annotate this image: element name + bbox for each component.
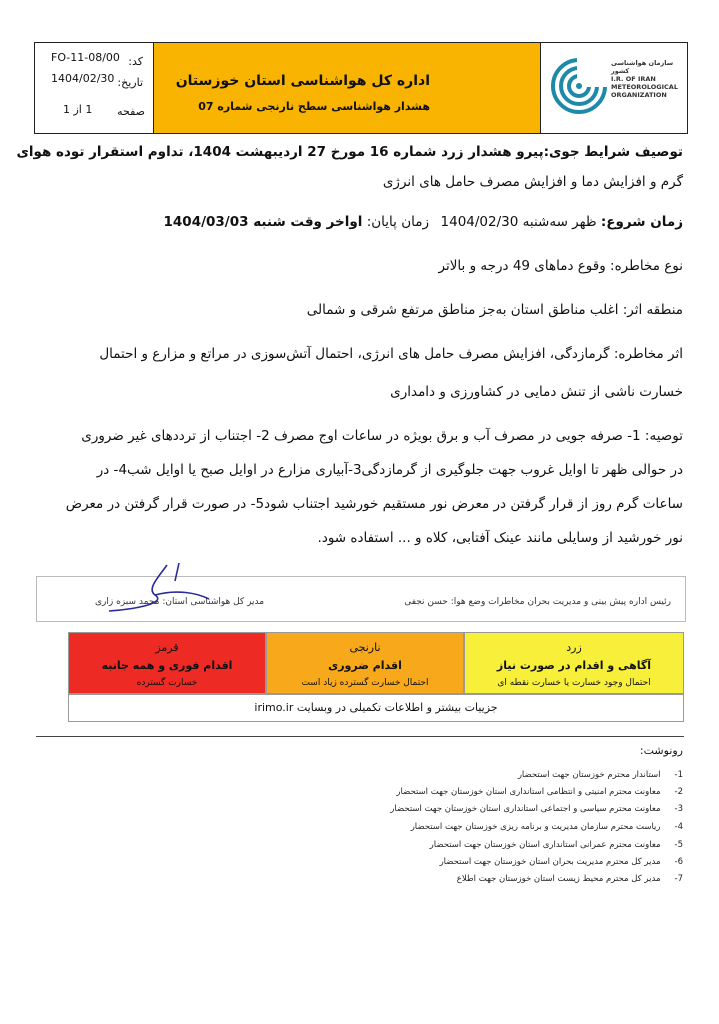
level-orange-title: نارنجی [349,641,381,654]
cc-item-number: -3 [674,804,683,814]
cc-item [518,770,683,780]
level-red-action: اقدام فوری و همه جانبه [101,659,233,672]
cc-item [390,804,683,814]
cc-title: رونوشت: [639,744,683,757]
hazard-effects-line2: خسارت ناشی از تنش دمایی در کشاورزی و دامداری [390,384,683,400]
warning-subtitle: هشدار هواشناسی سطح نارنجی شماره 07 [198,100,430,113]
level-yellow-action: آگاهی و اقدام در صورت نیاز [496,659,652,672]
signature-box [36,576,686,622]
advice-line4: نور خورشید از وسایلی مانند عینک آفتابی، کلاه و ... استفاده شود. [317,530,683,546]
start-value: ظهر سه‌شنبه 1404/02/30 [440,214,597,230]
director-general-signature: مدیر کل هواشناسی استان: محمد سبزه زاری [95,597,265,607]
level-yellow-title: زرد [566,641,582,654]
hazard-effects-line1: اثر مخاطره: گرمازدگی، افزایش مصرف حامل های انرژی، احتمال آتش‌سوزی در مراتع و مزارع و احتمال [99,346,683,362]
cc-item-text: مدیر کل محترم مدیریت بحران استان خوزستان جهت استحضار [439,857,661,867]
meteorological-organization-logo [549,49,678,129]
cc-item [430,840,683,850]
website-info: جزییات بیشتر و اطلاعات تکمیلی در وبسایت irimo.ir [68,694,684,722]
cc-item-text: مدیر کل محترم محیط زیست استان خوزستان جهت اطلاع [456,874,661,884]
level-orange-action: اقدام ضروری [328,659,402,672]
code-label: کد: [128,55,143,68]
cc-item [411,822,683,832]
level-red [68,632,266,694]
end-label: زمان پایان: [366,214,429,230]
logo-box [541,43,687,133]
document-header [34,42,688,134]
level-orange-note: احتمال خسارت گسترده زیاد است [301,678,429,688]
cc-item-text: معاونت محترم عمرانی استانداری استان خوزستان جهت استحضار [429,840,661,850]
divider [36,736,684,737]
logo-lettering: سازمان هواشناسی کشور I.R. OF IRAN METEOROLOGICAL ORGANIZATION [611,59,678,99]
header-title-box [154,43,541,133]
hazard-type: نوع مخاطره: وقوع دماهای 49 درجه و بالاتر [438,258,683,274]
cc-item [440,857,683,867]
cc-item-text: معاونت محترم امنیتی و انتظامی استانداری استان خوزستان جهت استحضار [396,787,661,797]
cc-item-text: استاندار محترم خوزستان جهت استحضار [517,770,661,780]
cc-item-text: معاونت محترم سیاسی و اجتماعی استانداری استان خوزستان جهت استحضار [390,804,661,814]
level-red-title: قرمز [155,641,179,654]
forecast-head-signature: رئیس اداره پیش بینی و مدیریت بحران مخاطرات وضع هوا: حسن نجفی [404,597,671,607]
cc-item [457,874,683,884]
weather-description-line1: توصیف شرایط جوی:پیرو هشدار زرد شماره 16 مورخ 27 اردیبهشت 1404، تداوم استقرار توده هوای [16,144,683,160]
end-time [164,214,429,230]
start-label: زمان شروع: [600,214,683,230]
advice-line3: ساعات گرم روز از قرار گرفتن در معرض نور مستقیم خورشید اجتناب شود5- در صورت قرار گرفتن در معرض [65,496,683,512]
form-code: FO-11-08/00 [51,51,120,64]
end-value: اواخر وقت شنبه 1404/03/03 [163,214,363,230]
cc-item-number: -2 [674,787,683,797]
cc-item-number: -1 [674,770,683,780]
form-info-box [35,43,154,133]
date-label: تاریخ: [117,76,143,89]
cc-item-number: -6 [674,857,683,867]
start-time [441,214,683,230]
weather-description-line2: گرم و افزایش دما و افزایش مصرف حامل های انرژی [382,174,683,190]
level-yellow-note: احتمال وجود خسارت یا خسارت نقطه ای [497,678,651,688]
page-title: اداره کل هواشناسی استان خوزستان [175,73,430,89]
cc-item-text: ریاست محترم سازمان مدیریت و برنامه ریزی خوزستان جهت استحضار [410,822,661,832]
impact-area: منطقه اثر: اغلب مناطق استان به‌جز مناطق مرتفع شرقی و شمالی [306,302,683,318]
cc-item [396,787,683,797]
level-red-note: خسارت گسترده [136,678,198,688]
cc-item-number: -7 [674,874,683,884]
page-number: 1 از 1 [63,103,93,116]
cc-item-number: -5 [674,840,683,850]
page-label: صفحه [117,105,145,118]
cc-item-number: -4 [674,822,683,832]
handwritten-signature [97,559,217,619]
form-date: 1404/02/30 [51,72,115,85]
level-yellow [464,632,684,694]
advice-line2: در حوالی ظهر تا اوایل غروب جهت جلوگیری از گرمازدگی3-آبیاری مزارع در اوایل صبح یا اوایل شب4- در [96,462,683,478]
advice-line1: توصیه: 1- صرفه جویی در مصرف آب و برق بویژه در ساعات اوج مصرف 2- اجتناب از ترددهای غیر ضروری [81,428,683,444]
level-orange [266,632,464,694]
